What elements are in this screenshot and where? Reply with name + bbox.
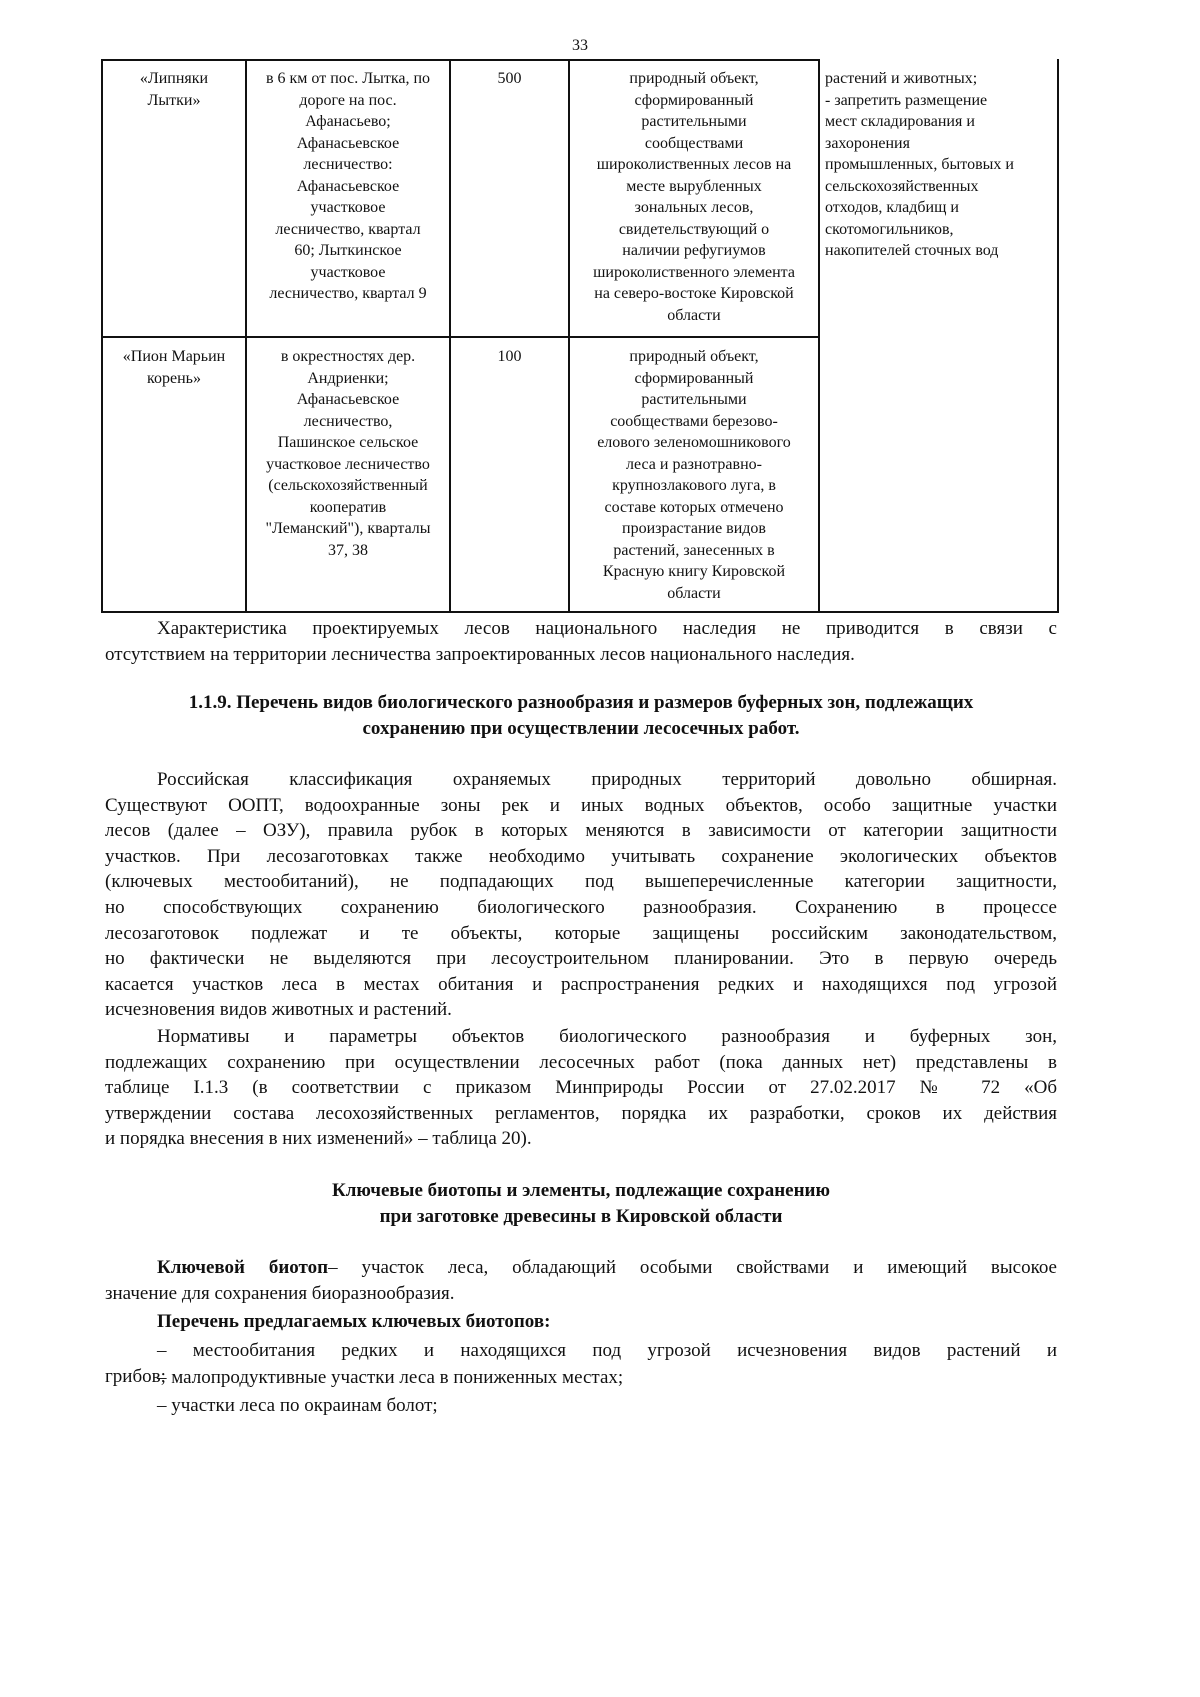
line-text: и порядка внесения в них изменений» – таблица 20).	[105, 1128, 532, 1150]
table-border	[101, 59, 818, 61]
table-cell-description: природный объект, сформированный растительными сообществами широколиственных лесов на месте вырубленных зональных лесов, свидетельствующий о наличии рефугиумов широколиственного элемента на северо-востоке Кировской области	[593, 70, 795, 324]
line-text: касается участков леса в местах обитания и распространения редких и находящихся под угрозой	[105, 973, 1057, 995]
table-cell-area: 100	[497, 348, 522, 365]
line-text: участков. При лесозаготовках также необходимо учитывать сохранение экологических объектов	[105, 845, 1057, 867]
line-text: утверждении состава лесохозяйственных регламентов, порядка их разработки, сроков их действия	[105, 1102, 1057, 1124]
line-text: Существуют ООПТ, водоохранные зоны рек и иных водных объектов, особо защитные участки	[105, 794, 1057, 816]
text-line	[105, 1075, 1057, 1101]
text-line	[105, 972, 1057, 998]
line-text: лесозаготовок подлежат и те объекты, которые защищены российским законодательством,	[105, 922, 1057, 944]
line-text: грибов;	[105, 1365, 166, 1387]
text-line	[105, 793, 1057, 819]
line-text: Ключевые биотопы и элементы, подлежащие сохранению	[332, 1180, 830, 1201]
text-line	[105, 716, 1057, 742]
line-text: – местообитания редких и находящихся под угрозой исчезновения видов растений и	[157, 1340, 1057, 1361]
text-line	[105, 895, 1057, 921]
text-line	[105, 642, 1057, 668]
page-number: 33	[572, 37, 588, 54]
paragraph	[105, 1024, 1057, 1152]
text-line	[105, 1024, 1057, 1050]
paragraph	[105, 616, 1057, 667]
table-border	[101, 59, 103, 613]
table-cell-name: «Липняки Лытки»	[139, 70, 209, 109]
subheading	[105, 1309, 1057, 1335]
section-heading	[105, 690, 1057, 741]
table-cell-name: «Пион Марьин корень»	[122, 348, 226, 387]
line-text: лесов (далее – ОЗУ), правила рубок в которых меняются в зависимости от категории защитности	[105, 820, 1057, 842]
table-border	[101, 336, 818, 338]
line-text: (ключевых местообитаний), не подпадающих под вышеперечисленные категории защитности,	[105, 871, 1057, 893]
line-text: но фактически не выделяются при лесоустроительном планировании. Это в первую очередь	[105, 948, 1057, 970]
line-text: сохранению при осуществлении лесосечных работ.	[362, 717, 800, 739]
text-line	[105, 1255, 1057, 1281]
table-cell-regime: растений и животных; - запретить размещение мест складирования и захоронения промышленных, бытовых и сельскохозяйственных отходов, кладбищ и скотомогильников, накопителей сточных вод	[825, 70, 1014, 259]
text-line	[105, 1178, 1057, 1204]
paragraph	[105, 1255, 1057, 1306]
table-border	[1057, 59, 1059, 613]
text-line	[105, 690, 1057, 716]
section-heading	[105, 1178, 1057, 1229]
line-text: отсутствием на территории лесничества запроектированных лесов национального наследия.	[105, 643, 855, 665]
text-line	[105, 869, 1057, 895]
line-text: исчезновения видов животных и растений.	[105, 999, 452, 1021]
text-line	[105, 1393, 1057, 1419]
line-text: подлежащих сохранению при осуществлении лесосечных работ (пока данных нет) представлены в	[105, 1051, 1057, 1073]
text-line	[105, 1126, 1057, 1152]
table-cell-location: в 6 км от пос. Лытка, по дороге на пос. Афанасьево; Афанасьевское лесничество: Афанасьевское участковое лесничество, квартал 60; Лыткинское участковое лесничество, квартал 9	[265, 70, 431, 302]
text-line	[105, 767, 1057, 793]
text-line	[105, 1281, 1057, 1307]
line-text: Российская классификация охраняемых природных территорий довольно обширная.	[157, 769, 1057, 790]
line-text: 1.1.9. Перечень видов биологического разнообразия и размеров буферных зон, подлежащих	[188, 692, 974, 713]
line-text: но способствующих сохранению биологического разнообразия. Сохранению в процессе	[105, 896, 1057, 918]
text-line	[105, 946, 1057, 972]
line-text: – участок леса, обладающий особыми свойствами и имеющий высокое	[328, 1257, 1057, 1278]
line-text: – участки леса по окраинам болот;	[157, 1395, 438, 1416]
defined-term: Ключевой биотоп	[157, 1257, 329, 1278]
line-text: таблице I.1.3 (в соответствии с приказом Минприроды России от 27.02.2017 № 72 «Об	[105, 1077, 1057, 1099]
paragraph	[105, 1365, 1057, 1391]
line-text: Нормативы и параметры объектов биологического разнообразия и буферных зон,	[157, 1026, 1057, 1047]
line-text: – малопродуктивные участки леса в пониженных местах;	[157, 1367, 624, 1388]
text-line	[105, 921, 1057, 947]
paragraph	[105, 767, 1057, 1023]
line-text: Характеристика проектируемых лесов национального наследия не приводится в связи с	[157, 618, 1057, 639]
text-line	[105, 818, 1057, 844]
text-line	[105, 1365, 1057, 1391]
text-line	[105, 1338, 1057, 1364]
table-cell-area: 500	[497, 70, 522, 87]
text-line	[105, 844, 1057, 870]
line-text: Перечень предлагаемых ключевых биотопов:	[157, 1311, 551, 1332]
text-line	[105, 997, 1057, 1023]
table-cell-description: природный объект, сформированный растительными сообществами березово- елового зеленомошникового леса и разнотравно- крупнозлакового луга, в составе которых отмечено произрастание видов растений, занесенных в Красную книгу Кировской области	[597, 348, 791, 602]
text-line	[105, 1309, 1057, 1335]
table-cell-location: в окрестностях дер. Андриенки; Афанасьевское лесничество, Пашинское сельское участковое лесничество (сельскохозяйственный кооператив "Леманский"), кварталы 37, 38	[265, 348, 431, 559]
text-line	[105, 1050, 1057, 1076]
paragraph	[105, 1393, 1057, 1419]
text-line	[105, 1101, 1057, 1127]
table-border	[818, 59, 820, 613]
line-text: при заготовке древесины в Кировской области	[379, 1205, 783, 1227]
table-border	[449, 59, 451, 613]
text-line	[105, 616, 1057, 642]
line-text: значение для сохранения биоразнообразия.	[105, 1282, 455, 1304]
text-line	[105, 1204, 1057, 1230]
